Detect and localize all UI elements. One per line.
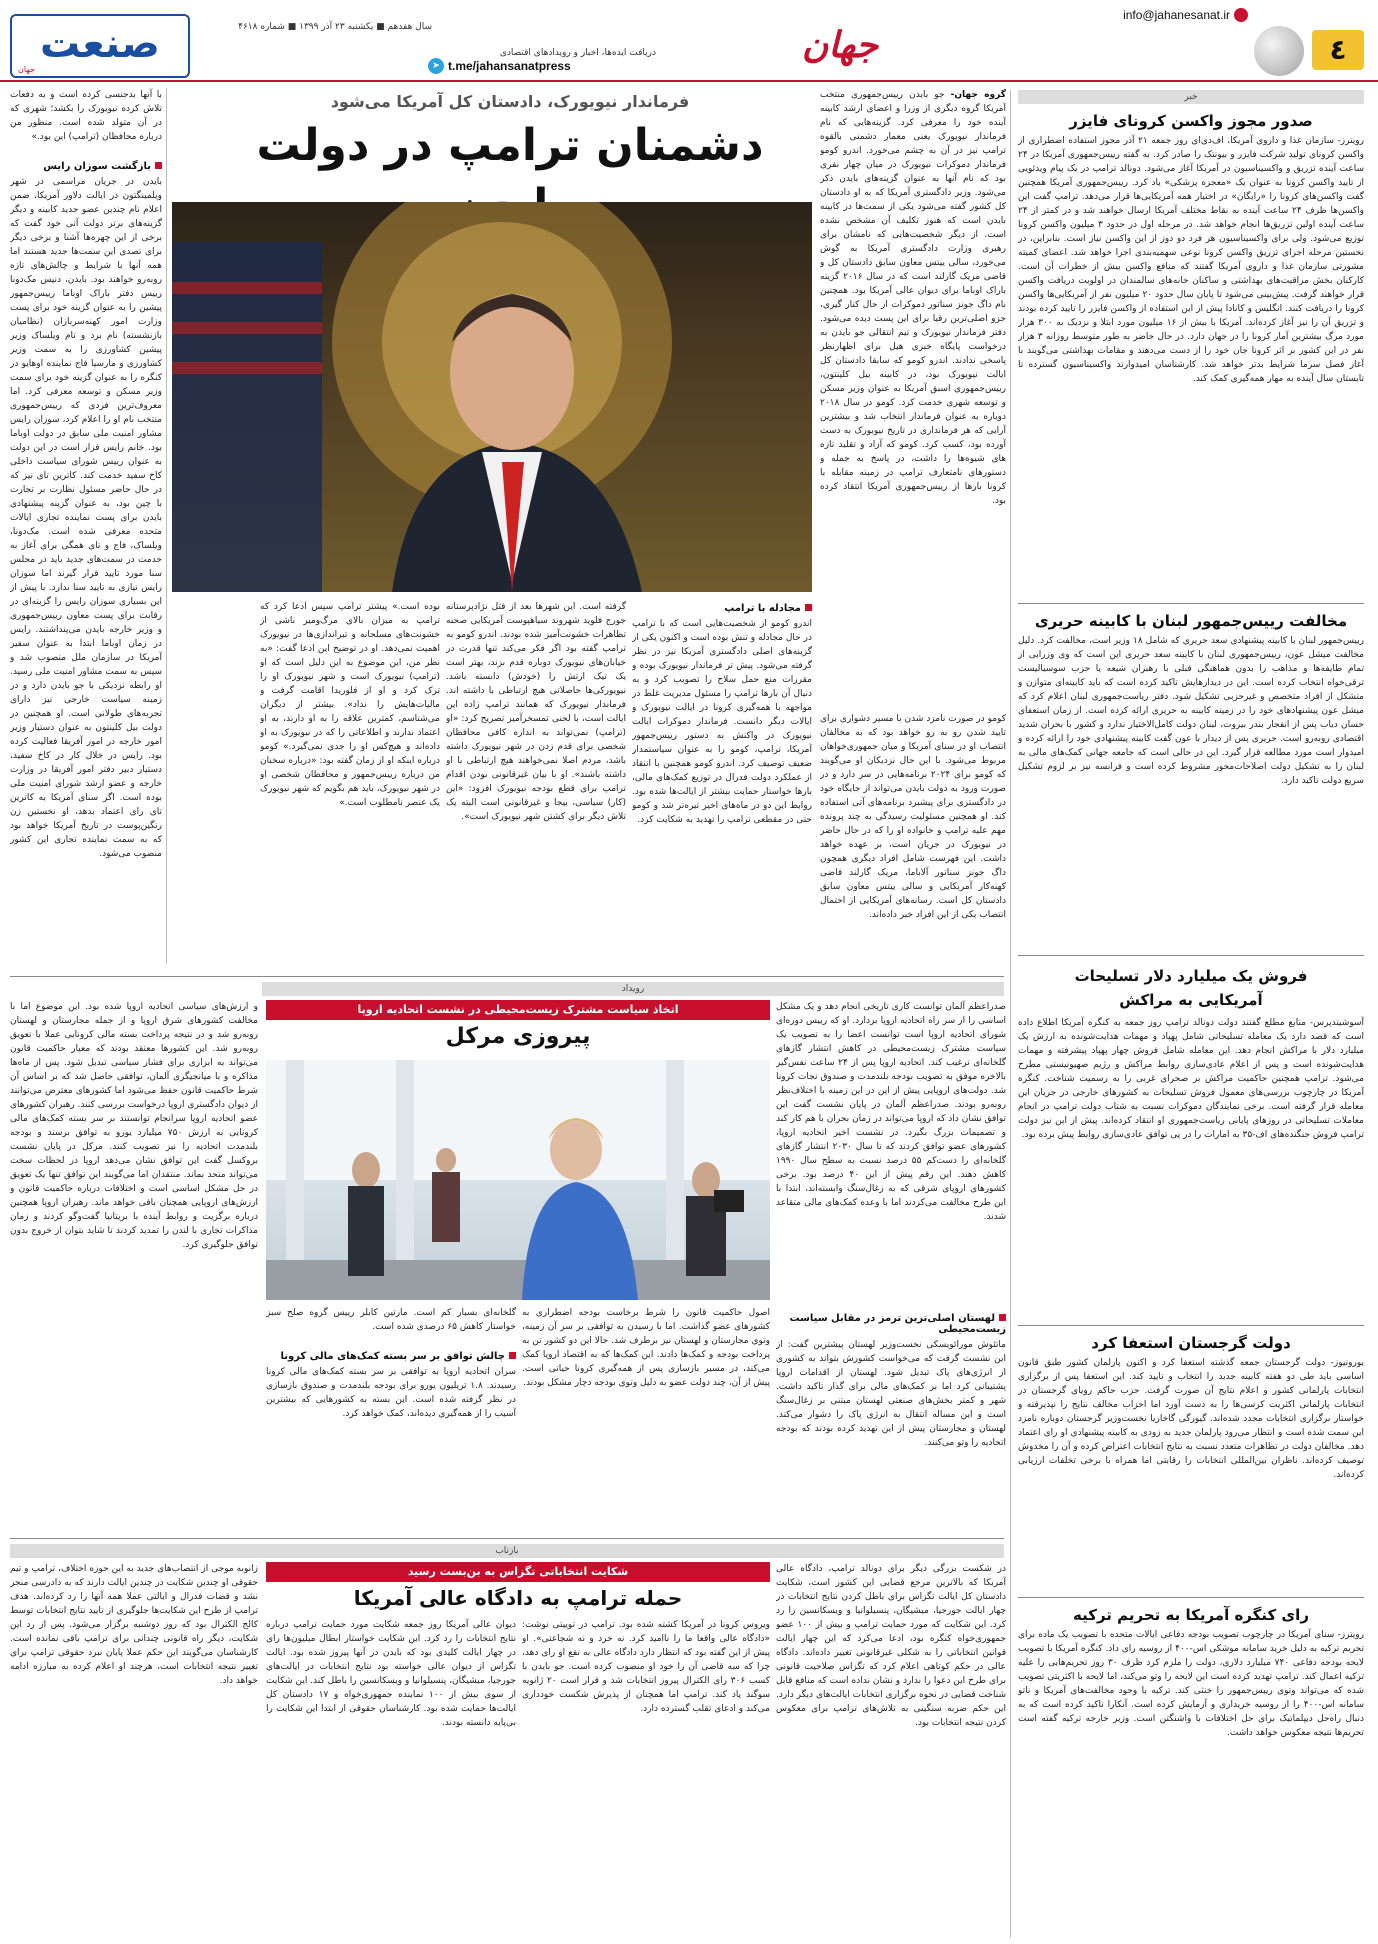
europe-caption: گلخانه‌ای بسیار کم است. مارتین کابلر رییس گروه صلح سبز خواستار کاهش ۶۵ درصدی شده است. xyxy=(266,1308,516,1332)
us-label-bar: بازتاب xyxy=(10,1544,1004,1558)
header-divider xyxy=(0,80,1378,82)
article-body: رییس‌جمهور لبنان با کابینه پیشنهادی سعد حریری که شامل ۱۸ وزیر است، مخالفت کرد. دلیل مخالفت میشل عون، رییس‌جمهوری لبنان با کابینه سعد حریری این است که وی وزرایی از تمام طایفه‌ها و مذاهب را بدون هماهنگی قبلی با رهبران شیعه یا حزب سوسیالیست ترقی‌خواه انتخاب کرده است. این در دیدارهایش تاکید کرده است که باید کابینه‌ای متوازن و متشکل از افراد متخصص و غیرحزبی تشکیل شود. دفتر ریاست‌جمهوری لبنان اعلام کرد که میشل عون پیشنهادهای خود را در زمینه کابینه به حریری ارائه کرده است. از زمان استعفای حسان دیاب پس از انفجار بندر بیروت، لبنان دولت کامل‌الاختیار ندارد و کشور با بحران شدید اقتصادی روبه‌رو است. حریری پس از دیدار با عون گفت کابینه پیشنهادی خود را ارائه کرده و امیدوار است مورد مطالعه قرار گیرد. این در حالی است که جامعه جهانی کمک‌های مالی به لبنان را به تشکیل دولت اصلاحات‌محور مشروط کرده است و فرانسه نیز بر لزوم تشکیل سریع دولت تاکید دارد. xyxy=(1018,636,1364,786)
telegram-handle: t.me/jahansanatpress xyxy=(448,59,571,73)
merkel-illustration xyxy=(266,1060,770,1300)
sidebar-article-2 xyxy=(1018,604,1364,956)
europe-col-left: و ارزش‌های سیاسی اتحادیه اروپا شده بود. این موضوع اما با مخالفت کشورهای شرق اروپا و از جمله مجارستان و لهستان روبه‌رو شد و در نتیجه پرداخت بسته مالی کرونایی عملا با تعویق روبه‌رو شد. این کشورها معتقد بودند که معیار حاکمیت قانون می‌تواند به ابزاری برای فشار سیاسی تبدیل شود. پس از ماه‌ها مذاکره و با میانجیگری آلمان، توافقی حاصل شد که بر اساس آن شرط حاکمیت قانون حفظ می‌شود اما کشورهای معترض می‌توانند از دیوان دادگستری اروپا درخواست بررسی کنند. رهبران کشورهای عضو اتحادیه اروپا سرانجام توانستند بر سر بسته کمک‌های مالی کرونایی به ارزش ۷۵۰ میلیارد یورو به توافق برسند و بودجه بلندمدت اتحادیه را نیز تصویب کنند. مرکل در پایان نشست بروکسل گفت این توافق نشان می‌دهد اروپا در لحظات سخت می‌تواند متحد بماند. منتقدان اما می‌گویند این توافق تنها یک تعویق در حل مشکل اساسی است و اختلافات درباره حاکمیت قانون و ارزش‌های اروپایی همچنان باقی خواهد ماند. رهبران اروپا همچنین درباره برگزیت و روابط آینده با بریتانیا گفت‌وگو کردند و زمان مذاکرات تجاری با لندن را تمدید کردند تا شاید بتوان از خروج بدون توافق جلوگیری کرد. xyxy=(10,1002,258,1250)
us-top-rule xyxy=(10,1538,1004,1539)
us-col-1: در شکست بزرگی دیگر برای دونالد ترامپ، دادگاه عالی آمریکا که بالاترین مرجع قضایی این کشور است، شکایت دادستان کل ایالت تگزاس برای باطل کردن نتایج انتخابات در چهار ایالت جورجیا، میشیگان، پنسیلوانیا و ویسکانسین را رد کرد. این شکایت که مورد حمایت ترامپ و بیش از ۱۰۰ عضو جمهوری‌خواه کنگره بود، ادعا می‌کرد که این چهار ایالت قوانین انتخاباتی را به شکلی غیرقانونی تغییر داده‌اند. دادگاه عالی در حکم کوتاهی اعلام کرد که تگزاس صلاحیت قانونی برای طرح این دعوا را ندارد و نشان نداده است که منافع قابل شناخت قضایی در نحوه برگزاری انتخابات ایالت‌های دیگر دارد. این حکم ضربه سنگینی به تلاش‌های ترامپ برای معکوس کردن نتیجه انتخابات بود. xyxy=(776,1564,1006,1728)
subhead-rice: بازگشت سوزان رایس xyxy=(10,161,162,172)
main-body-1: جو بایدن رییس‌جمهوری منتخب آمریکا گروه دیگری از وزرا و اعضای ارشد کابینه آینده خود را معرفی کرد. گزینه‌هایی که نام فرماندار نیویورک یعنی معمار دشمنی بالقوه ترامپ نیز در آن به چشم می‌خورد. اندرو کومو فرماندار دموکرات نیویورک در میان چهار نفری بود که نام آنها به عنوان گزینه‌های بایدن ذکر می‌شود. وزیر دادگستری آمریکا که به او دادستان کل کشور گفته می‌شود یکی از سمت‌ها در کابینه بایدن است که هنوز تکلیف آن مشخص نشده است. از دیگر شخصیت‌هایی که نامشان برای رهبری وزارت دادگستری آمریکا به گوش می‌خورد، سالی ییتس معاون سابق دادستان کل و قاضی مریک گارلند است که در سال ۲۰۱۶ گزینه باراک اوباما برای دیوان عالی آمریکا بود. همچنین نام داگ جونز سناتور دموکرات از حال کنار گیری، جزو اصلی‌ترین رقبا برای این پست دیده می‌شود. دفتر فرماندار نیویورک و تیم انتقالی جو بایدن به درخواست پایگاه خبری هیل برای اظهارنظر پاسخی ندادند. اندرو کومو که سابقا دادستان کل ایالت نیویورک بود، در کابینه بیل کلینتون، رییس‌جمهوری اسبق آمریکا به عنوان وزیر مسکن و توسعه شهری خدمت کرد. کومو در سال ۲۰۱۸ دوباره به عنوان فرماندار انتخاب شد و بیشترین آرایی که هر فرمانداری در تاریخ نیویورک به دست آورده بود، کسب کرد. کومو که آزاد و تقلید تازه های شیوه‌ها را داشت، در پاسخ به جمله و دستورهای نامتعارف ترامپ در زمینه مقابله با کرونا بارها از رییس‌جمهوری آمریکا انتقاد کرده بود. xyxy=(820,90,1006,506)
sidebar-article-1 xyxy=(1018,104,1364,604)
europe-label-bar: رویداد xyxy=(262,982,1004,996)
main-col-5 xyxy=(10,88,162,964)
europe-kicker: اتخاذ سیاست مشترک زیست‌محیطی در نشست اتحادیه اروپا xyxy=(266,1000,770,1020)
email-block[interactable] xyxy=(1123,6,1248,24)
us-col-3: دیوان عالی آمریکا روز جمعه شکایت مورد حمایت ترامپ درباره نتایج انتخابات را رد کرد. این شکایت خواستار ابطال میلیون‌ها رای در چهار ایالت کلیدی بود که بایدن در آنها پیروز شده بود. ایالت تگزاس از دیوان عالی خواسته بود نتایج انتخابات در ایالت‌های جورجیا، میشیگان، پنسیلوانیا و ویسکانسین را باطل کند. این شکایت از سوی بیش از ۱۰۰ نماینده جمهوری‌خواه و ۱۷ دادستان کل ایالت‌ها حمایت شده بود. کارشناسان حقوقی از ابتدا این شکایت را بی‌پایه دانسته بودند. xyxy=(266,1620,516,1728)
sidebar-label: خبر xyxy=(1018,90,1364,104)
europe-body-right: صدراعظم آلمان توانست کاری تاریخی انجام دهد و یک مشکل اساسی را از سر راه اتحادیه اروپا بردارد. او که رییس دوره‌ای شورای اتحادیه اروپا است توانست اعضا را به تصویب یک سیاست مشترک زیست‌محیطی در کاهش انتشار گازهای گلخانه‌ای ترغیب کند. اتحادیه اروپا پس از ۲۴ ساعت نفس‌گیر بالاخره موفق به تصویب بودجه بلندمدت و صندوق نجات کرونا شد. دولت‌های اروپایی پیش از این در این زمینه با اختلاف‌نظر روبه‌رو بودند. صدراعظم آلمان در پایان نشست گفت این توافق نشان داد که اروپا می‌تواند در زمان بحران با هم کار کند و تصمیمات بزرگ بگیرد. در نشست اخیر اتحادیه اروپا، کشورهای عضو توافق کردند که تا سال ۲۰۳۰ انتشار گازهای گلخانه‌ای را دست‌کم ۵۵ درصد نسبت به سطح سال ۱۹۹۰ کاهش دهند. این رقم پیش از این ۴۰ درصد بود. برخی کشورهای اروپای شرقی که به زغال‌سنگ وابسته‌اند، ابتدا با این طرح مخالفت می‌کردند اما با وعده کمک‌های مالی متقاعد شدند. xyxy=(776,1002,1006,1222)
logo-text: صنعت xyxy=(40,21,160,67)
article-title: فروش یک میلیارد دلار تسلیحات آمریکایی به مراکش xyxy=(1074,967,1308,1009)
main-col-4: بوده است.» پیشتر ترامپ سپس ادعا کرد که ترامپ به میزان بالای مرگ‌ومیر ناشی از خشونت‌های مسلحانه و تیراندازی‌ها در نیویورک اهمیت نمی‌دهد. او در توضیح این ادعا گفت: «به نظر من، این موضوع به این دلیل است که او (ترامپ) نیویورک است و شهر نیویورک او را ترک کرد و او از فلوریدا اقامت گرفت و مالیات‌هایش را نداد». بیشتر از دیگران می‌شناسم، کمترین علاقه را به او دارند، به او اعتماد ندارند و اطلاعاتی را که در نیویورک به او داده‌اند و هیچ‌کس او را جدی نمی‌گیرد.» کومو درباره اینکه او از زمان گفته بود: «درباره سخنان من درباره رییس‌جمهور و محافظان شخصی او در شهر نیویورک، باید هم بگویم که شهر نیویورک یک عنصر نامطلوب است.» xyxy=(260,602,440,808)
europe-col-mid-right: اصول حاکمیت قانون را شرط برخاست بودجه اضطراری به کشورهای عضو گذاشت. اما با رسیدن به توافقی بر سر آن زمینه، وتوی مجارستان و لهستان نیز برطرف شد. حالا این دو کشور تن به پرداخت بودجه و کمک‌ها دادند. این کمک‌ها که به اقتصاد اروپا کمک می‌کند، در مسیر بازسازی پس از همه‌گیری کرونا حیاتی است. پیش از آن، چند دولت عضو به دلیل وتوی بودجه دچار مشکل بودند. xyxy=(522,1308,770,1388)
us-col-4: زانوبه موجی از انتصاب‌های جدید به این حوزه اختلاف، ترامپ و تیم حقوقی او چندین شکایت در چندین ایالت دارند که به دادرسی منجر نشد و قضات فدرال و ایالتی عملا همه آنها را رد کرده‌اند. هدف ترامپ از طرح این شکایت‌ها جلوگیری از تایید نتایج انتخابات توسط کالج الکترال بود که روز دوشنبه برگزار می‌شود. پس از رد این شکایت، دیگر راه قانونی چندانی برای ترامپ باقی نمانده است. کارشناسان می‌گویند این حکم عملا پایان نبرد حقوقی ترامپ برای تغییر نتیجه انتخابات است، هرچند او اعلام کرده به مبارزه ادامه خواهد داد. xyxy=(10,1564,258,1686)
article-body: رویترز- سنای آمریکا در چارچوب تصویب بودجه دفاعی ایالات متحده با تصویب یک ماده برای تحریم ترکیه به دلیل خرید سامانه موشکی اس-۴۰۰ از روسیه رای داد. کنگره آمریکا با تصویب لایحه بودجه دفاعی ۷۴۰ میلیارد دلاری، دولت را ملزم کرد ظرف ۳۰ روز تحریم‌هایی را علیه ترکیه اعمال کند. ترامپ تهدید کرده است این لایحه را وتو می‌کند، اما لایحه با اکثریتی تصویب شده که می‌تواند وتوی رییس‌جمهور را خنثی کند. ترکیه با وجود مخالفت‌های آمریکا و ناتو سامانه اس-۴۰۰ را از روسیه خریداری و آزمایش کرده است. آنکارا تاکید کرده است که به دنبال راه‌حل دیپلماتیک برای حل اختلافات با واشنگتن است. وزیر خارجه ترکیه گفته است تحریم‌ها نتیجه معکوس خواهد داشت. xyxy=(1018,1630,1364,1738)
main-col-1 xyxy=(820,88,1006,708)
telegram-text: دریافت ایده‌ها، اخبار و رویدادهای اقتصادی xyxy=(499,48,656,58)
europe-top-rule xyxy=(10,976,1004,977)
col-divider xyxy=(166,88,167,964)
email-address: info@jahanesanat.ir xyxy=(1123,8,1230,22)
cuomo-photo xyxy=(172,202,812,592)
article-title: دولت گرجستان استعفا کرد xyxy=(1091,1334,1291,1352)
article-body: رویترز- سازمان غذا و داروی آمریکا، اف‌دی‌ای روز جمعه ۲۱ آذر مجوز استفاده اضطراری از واکسن کرونای تولید شرکت فایزر و بیونتک را صادر کرد. به گفته رییس‌جمهوری آمریکا در ۲۴ ساعت آینده تزریق و واکسیناسیون در آمریکا آغاز می‌شود. دونالد ترامپ در یک پیام ویدئویی از تایید واکسن کرونا به عنوان یک «معجزه پزشکی» یاد کرد. رییس‌جمهوری آمریکا همچنین گفت واکسن‌های کرونا را «رایگان» در اختیار همه آمریکایی‌ها قرار می‌دهد. ترامپ گفت این واکسن‌ها ظرف ۲۴ ساعت آینده به نقاط مختلف آمریکا ارسال خواهند شد و در کمتر از ۲۴ ساعت آینده اولین تزریق‌ها انجام خواهد شد. در مرحله اول در حدود ۳ میلیون واکسن کرونا توزیع می‌شود. ولی برای واکسیناسیون هر فرد دو دوز از این واکسن نیاز است. بنابراین، در نخستین مرحله اجرای تزریق واکسن کرونا نوعی سهمیه‌بندی اجرا خواهد شد. اعضای کمیته مشورتی سازمان غذا و داروی آمریکا گفتند که منافع واکسن بیش از خطرات آن است. کارکنان بخش مراقبت‌های بهداشتی و ساکنان خانه‌های سالمندان در اولویت دریافت واکسن قرار خواهند گرفت. پیش‌بینی می‌شود تا پایان سال حدود ۲۰ میلیون نفر از آمریکایی‌ها واکسن کرونا را دریافت کنند. انگلیس و کانادا پیش از این استفاده از واکسن فایزر را تایید کرده بودند و تزریق آن را نیز آغاز کرده‌اند. آمریکا با بیش از ۱۶ میلیون مورد ابتلا و نزدیک به ۳۰۰ هزار مورد مرگ بیشترین آمار کرونا را در جهان دارد. در حال حاضر به طور متوسط روزانه ۳ هزار نفر در این کشور بر اثر کرونا جان خود را از دست می‌دهند و مقامات بهداشتی می‌گویند با آغاز فصل سرما شرایط بدتر خواهد شد. کارشناسان امیدوارند واکسیناسیون گسترده تا تابستان سال آینده به مهار همه‌گیری کمک کند. xyxy=(1018,136,1364,384)
main-col-3: گرفته است. این شهرها بعد از قتل نژادپرستانه جورج فلوید شهروند سیاهپوست آمریکایی صحنه تظاهرات خشونت‌آمیز شده بودند. اندرو کومو به ترامپ گفته بود اگر فکر می‌کند تنها قدرت در خیابان‌های نیویورک دوباره قدم بزند، بهتر است یک تیک ارتش را (خودش) دانسته باشد. نیویورکی‌ها حاصلاتی هیچ ارتباطی با داشته اند. فرماندار نیویورک که همانند ترامپ زاده این ایالت است، با لحنی تمسخرآمیز تصریح کرد: «او (ترامپ) نمی‌تواند به اندازه کافی محافظان شخصی برای قدم زدن در شهر نیویورک داشته باشد، مردم اصلا نمی‌خواهند هیچ ارتباطی با او داشته باشند». او با بیان غیرقانونی بودن اقدام ترامپ برای قطع بودجه نیویورک افزود: «این (کار) سیاسی، بیجا و غیرقانونی است البته یک تلاش دیگر برای کشتن شهر نیویورک است». xyxy=(446,602,626,822)
merkel-photo xyxy=(266,1060,770,1300)
europe-col-mid-left xyxy=(266,1306,516,1530)
us-kicker: شکایت انتخاباتی تگزاس به بن‌بست رسید xyxy=(266,1562,770,1582)
news-sidebar xyxy=(1018,90,1364,1938)
main-kicker: فرماندار نیویورک، دادستان کل آمریکا می‌شود xyxy=(330,92,690,111)
main-headline: دشمنان ترامپ در دولت xyxy=(256,120,764,171)
europe-subhead-covid: چالش توافق بر سر بسته کمک‌های مالی کرونا xyxy=(266,1351,516,1362)
europe-story xyxy=(10,1000,1006,1532)
us-headline: حمله ترامپ به دادگاه عالی آمریکا xyxy=(353,1586,683,1610)
article-body: یورونیوز- دولت گرجستان جمعه گذشته استعفا کرد و اکنون پارلمان کشور طبق قانون اساسی باید طی دو هفته کابینه جدید را انتخاب و تایید کند. این استعفا پس از برگزاری انتخابات پارلمانی کشور و اعلام نتایج آن صورت گرفت. حزب حاکم رویای گرجستان در انتخابات پارلمانی اکثریت کرسی‌ها را به دست آورد اما احزاب مخالف نتایج را نپذیرفته و خواستار برگزاری انتخابات مجدد شده‌اند. گیورگی گاخاریا نخست‌وزیر گرجستان دوباره نامزد این سمت شده است و انتظار می‌رود پارلمان جدید به زودی به کابینه پیشنهادی او رای اعتماد دهد. مخالفان دولت در تظاهرات متعدد نسبت به نتایج انتخابات اعتراض کرده و آن را مخدوش توصیف کرده‌اند. ناظران بین‌المللی انتخابات را رقابتی اما همراه با برخی تخلفات ارزیابی کرده‌اند. xyxy=(1018,1358,1364,1480)
sidebar-divider xyxy=(1010,90,1011,1938)
telegram-icon: ➤ xyxy=(428,58,444,74)
logo-small: جهان xyxy=(18,65,35,74)
europe-body-mid-2: سران اتحادیه اروپا به توافقی بر سر بسته کمک‌های مالی کرونا رسیدند. ۱.۸ تریلیون یورو برای بودجه بلندمدت و صندوق بازسازی در نظر گرفته شده است. این بسته به کشورهایی که بیشترین آسیب را از همه‌گیری دیده‌اند، کمک خواهد کرد. xyxy=(266,1367,516,1419)
newspaper-logo xyxy=(10,14,190,78)
issue-info: سال هفدهم ■ یکشنبه ۲۳ آذر ۱۳۹۹ ■ شماره ۴۶۱۸ xyxy=(238,22,432,32)
article-body: آسوشیتدپرس- منابع مطلع گفتند دولت دونالد ترامپ روز جمعه به کنگره آمریکا اطلاع داده است که قصد دارد یک معامله تسلیحاتی شامل پهپاد و مهمات هدایت‌شونده به ارزش یک میلیارد دلار با مراکش انجام دهد. این معامله شامل فروش چهار پهپاد پیشرفته و مهمات هدایت‌شونده است و پس از اعلام عادی‌سازی روابط مراکش و رژیم صهیونیستی مطرح می‌شود. ترامپ همچنین حاکمیت مراکش بر صحرای غربی را به رسمیت شناخت. کنگره آمریکا در چارچوب بررسی‌های معمول فروش تسلیحات به کشورهای خارجی در جریان این معامله قرار گرفته است. برخی نمایندگان دموکرات نسبت به شتاب دولت ترامپ در انجام معاملات تسلیحاتی در روزهای پایانی ریاست‌جمهوری او انتقاد کرده‌اند. پیش از این نیز دولت ترامپ فروش جنگنده‌های اف-۳۵ به امارات را در پی توافق عادی‌سازی روابط پیش برده بود. xyxy=(1018,1018,1364,1140)
sidebar-article-3 xyxy=(1018,956,1364,1326)
sidebar-article-4 xyxy=(1018,1326,1364,1598)
page-number-box xyxy=(1312,30,1364,70)
email-icon xyxy=(1234,8,1248,22)
article-title: صدور مجوز واکسن کرونای فایزر xyxy=(1069,112,1313,130)
article-title: مخالفت رییس‌جمهور لبنان با کابینه حریری xyxy=(1034,612,1348,630)
europe-subhead-poland: لهستان اصلی‌ترین ترمز در مقابل سیاست زیست‌محیطی xyxy=(789,1313,1006,1335)
us-story xyxy=(10,1562,1006,1938)
sidebar-article-5 xyxy=(1018,1598,1364,1928)
page-header xyxy=(0,0,1378,82)
subhead-debate: مجادله با ترامپ xyxy=(632,603,812,614)
section-title: جهان xyxy=(801,24,879,66)
article-title: رای کنگره آمریکا به تحریم ترکیه xyxy=(1073,1606,1309,1624)
main-body-6: با آنها بدجنسی کرده است و به دفعات تلاش کرده نیویورک را بکشد؛ شهری که در آن متولد شده است. منظور من درباره محافظان (ترامپ) این بود.» xyxy=(10,90,162,142)
main-col-2 xyxy=(632,600,812,964)
europe-headline: پیروزی مرکل xyxy=(445,1024,591,1049)
europe-col-right xyxy=(776,1000,1006,1530)
europe-body-right-2: ماتئوش مورائویسکی نخست‌وزیر لهستان پیشترین گفت: از این نشست گرفت که می‌خواست کشورش بتواند به کشوری از انرژی‌های پاک تبدیل شود. لهستان از اقدامات اروپا پشتیبانی کرد اما بر کمک‌های مالی برای گذار تاکید داشت. شهر و کمتر بخش‌های صنعتی لهستان مبتنی بر زغال‌سنگ است و این مساله انتقال به انرژی پاک را دشوار می‌کند. لهستان و مجارستان پیش از این تهدید کرده بودند که بودجه اتحادیه را وتو می‌کنند. xyxy=(776,1340,1006,1448)
telegram-block[interactable] xyxy=(428,48,678,76)
globe-icon xyxy=(1254,26,1304,76)
main-byline: گروه جهان- xyxy=(950,90,1006,100)
page-number: ٤ xyxy=(1329,33,1347,66)
main-col-1b: کومو در صورت نامزد شدن با مسیر دشواری برای تایید شدن رو به رو خواهد بود که به مخالفان انتصاب او در سنای آمریکا و میان جمهوری‌خواهان مربوط می‌شود. با این حال نزدیکان او می‌گویند که کومو برای ۲۰۲۴ برنامه‌هایی در سر دارد و در صورت ورود به دولت بایدن می‌تواند از جایگاه خود در دادگستری برای پیشبرد برنامه‌های آتی استفاده کند. او همچنین مسئولیت رسیدگی به چند پرونده مهم علیه ترامپ و خانواده او را که در حال حاضر در نیویورک در جریان است، بر عهده خواهد داشت. این فهرست شامل افراد دیگری همچون داگ جونز سناتور آلاباما، مریک گارلند قاضی کهنه‌کار آمریکایی و سالی ییتس معاون سابق دادستان کل است. رسانه‌های آمریکایی از احتمال انتصاب یکی از این افراد خبر داده‌اند. xyxy=(820,714,1006,920)
portrait-illustration xyxy=(172,202,812,592)
us-col-2: ویروس کرونا در آمریکا کشته شده بود. ترامپ در توییتی نوشت: «دادگاه عالی واقعا ما را ناامید کرد. نه خرد و نه شجاعتی». او پیش از این گفته بود که انتظار دارد دادگاه عالی به نفع او رای دهد، چرا که سه قاضی آن را خود او منصوب کرده است. جو بایدن با کسب ۳۰۶ رای الکترال پیروز انتخابات شد و قرار است ۲۰ ژانویه سوگند یاد کند. ترامپ اما همچنان از پذیرش شکست خودداری می‌کند و ادعای تقلب گسترده دارد. xyxy=(522,1620,770,1714)
main-body-3: اندرو کومو از شخصیت‌هایی است که با ترامپ در حال مجادله و تنش بوده است و اکنون یکی از گزینه‌های اصلی دادگستری آمریکا نیز در نظر گرفته می‌شود. پیش تر فرماندار نیویورک بوده و مقررات منع حمل سلاح را تصویب کرد و به دنبال آن بارها ترامپ را مسئول مدیریت غلط در مواجهه با همه‌گیری کرونا در ایالت نیویورک و ایالات دیگر دانست. فرماندار دموکرات ایالت نیویورک در واکنش به دستور رییس‌جمهور آمریکا، ترامپ، کومو را به عنوان سیاستمدار ضعیف توصیف کرد. اندرو کومو همچنین با انتقاد از عملکرد دولت فدرال در توزیع کمک‌های مالی، بارها خواستار حمایت بیشتر از ایالت‌ها شده بود. روابط این دو در ماه‌های اخیر تیره‌تر شد و کومو حتی در مقطعی ترامپ را تهدید به شکایت کرد. xyxy=(632,619,812,825)
main-body-7: بایدن در جریان مراسمی در شهر ویلمینگتون در ایالت دلاور آمریکا، ضمن اعلام نام چندین عضو جدید کابینه و دیگر گزینه‌های برتر دولت آتی خود گفت که برخی از این چهره‌ها آشنا و برخی دیگر برای تصدی این سمت‌ها جدید هستند اما همه آنها با شرایط و چالش‌های تازه روبه‌رو خواهند بود. بایدن، دنیس مک‌دونا رییس دفتر باراک اوباما رییس‌جمهور پیشین را به عنوان گزینه خود برای پست وزارت امور کهنه‌سربازان (نظامیان بازنشسته) نام برد و تام ویلساک وزیر پیشین کشاورزی را به سمت وزیر کشاورزی و مارسیا فاج نماینده اوهایو در کنگره را به عنوان گزینه خود برای سمت وزیر مسکن و توسعه معرفی کرد. اما معروف‌ترین فردی که رییس‌جمهوری منتخب نام او را اعلام کرد، سوزان رایس مشاور امنیت ملی سابق در دولت اوباما بود. خانم رایس قرار است در این دولت به عنوان رییس شورای سیاست داخلی کاخ سفید خدمت کند. کاترین تای نیز که در حال حاضر مسئول نظارت بر تجارت با چین بود، به عنوان گزینه پیشنهادی بایدن برای پست نماینده تجاری ایالات متحده معرفی شده است. مک‌دونا، ویلساک، فاج و تای همگی برای آغاز به خدمت در سمت‌های جدید باید در مجلس سنا مورد تایید قرار گیرند اما سوزان رایس نیازی به تایید سنا ندارد. با پیش از این بسیاری سوزان رایس را گزینه‌ای در رقابت برای پست معاون رییس‌جمهوری و وزیر خارجه بایدن می‌پنداشتند. رایس در زمان اوباما ابتدا به عنوان سفیر آمریکا در سازمان ملل منصوب شد و سپس به سمت مشاور امنیت ملی رسید. او رابطه نزدیکی با جو بایدن دارد و در زمینه سیاست خارجی نیز دارای تجربه‌های طولانی است. او همچنین در دولت بیل کلینتون به عنوان دستیار وزیر امور خارجه در امور آفریقا فعالیت کرده بود. رایس در خلال کار در کاخ سفید، دستیار دبیر دفتر امور آفریقا در وزارت خارجه و عضو ارشد شورای امنیت ملی بوده است. اگر سنای آمریکا به کاترین تای رای اعتماد بدهد، او نخستین زن رنگین‌پوست در تاریخ آمریکا خواهد بود که به سمت نماینده تجاری این کشور منصوب می‌شود. xyxy=(10,177,162,859)
main-story xyxy=(10,88,1006,968)
